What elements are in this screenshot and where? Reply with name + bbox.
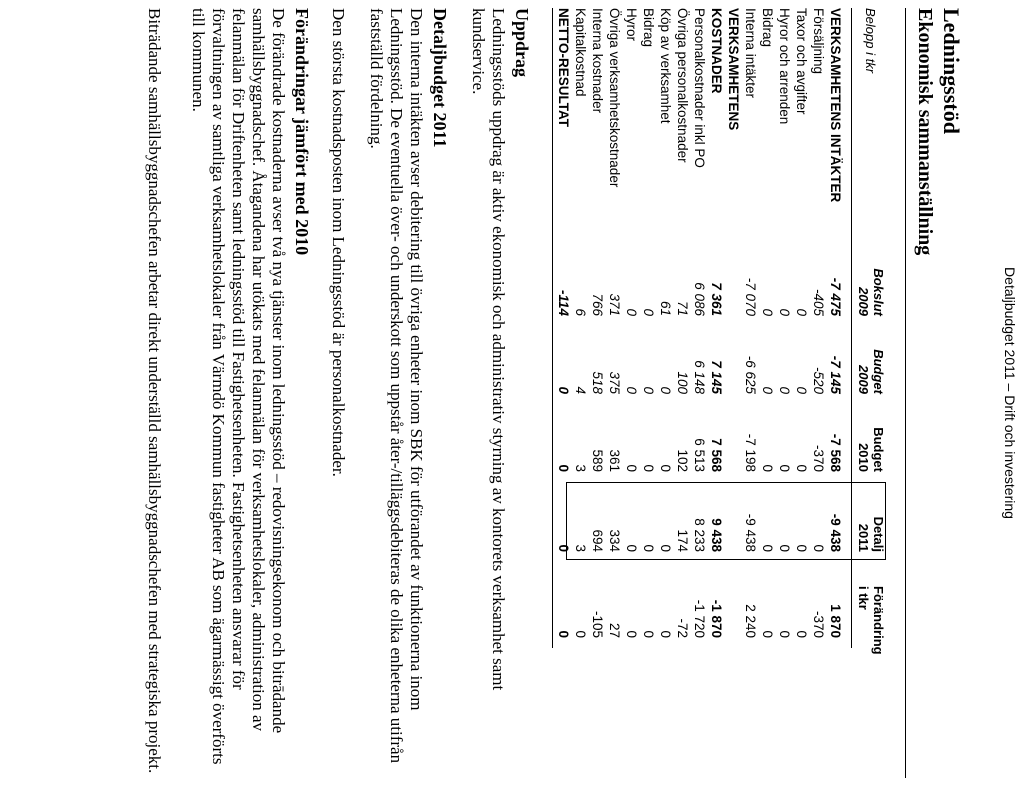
column-header-bokslut-2009: Bokslut 2009 (856, 268, 886, 316)
section-heading-uppdrag: Uppdrag (512, 8, 532, 78)
row-value: 0 (658, 544, 673, 552)
row-value: 0 (794, 464, 809, 472)
column-header-forandring: Förändring i tkr (856, 586, 886, 655)
row-value: 0 (794, 386, 809, 394)
table-row (810, 8, 827, 786)
row-value: 27 (607, 622, 622, 638)
row-value: 0 (811, 544, 826, 552)
row-value: 0 (760, 464, 775, 472)
table-header-rule (851, 8, 852, 648)
row-label: Hyror och arrenden (777, 8, 792, 125)
row-value: 6 086 (692, 282, 707, 316)
page-subtitle: Ekonomisk sammanställning (914, 8, 936, 256)
row-label: Försäljning (811, 8, 826, 75)
table-row (674, 8, 691, 786)
row-value: 0 (777, 464, 792, 472)
row-value: 0 (794, 544, 809, 552)
row-value: 0 (777, 544, 792, 552)
row-value: 0 (760, 544, 775, 552)
row-value: 361 (607, 449, 622, 472)
paragraph-detaljbudget-2: Den största kostnadsposten inom Ledningsstöd är personalkostnader. (329, 8, 348, 477)
row-value: 694 (590, 529, 605, 552)
row-value: -405 (811, 288, 826, 316)
row-value: -6 625 (743, 355, 758, 394)
table-row (759, 8, 776, 786)
row-value: 0 (658, 630, 673, 638)
row-value: 100 (675, 371, 690, 394)
table-row (708, 8, 725, 786)
row-value: -1 720 (692, 599, 707, 638)
row-value: 0 (760, 386, 775, 394)
row-value: 8 233 (692, 518, 707, 552)
section-heading-forandringar: Förändringar jämfört med 2010 (292, 8, 312, 256)
row-label: Övriga verksamhetskostnader (607, 8, 622, 188)
row-value: 0 (641, 464, 656, 472)
row-value: 334 (607, 529, 622, 552)
row-value: 0 (641, 308, 656, 316)
paragraph-forandringar-2: Biträdande samhällsbyggnadschefen arbetar direkt underställd samhällsbyggnadschefen med strategiska projekt. (145, 8, 164, 774)
row-value: 0 (760, 630, 775, 638)
table-row (827, 8, 844, 786)
row-value: -7 070 (743, 277, 758, 316)
table-row (691, 8, 708, 786)
table-row (555, 8, 572, 786)
row-value: 0 (760, 308, 775, 316)
row-value: 3 (573, 544, 588, 552)
row-value: 0 (641, 544, 656, 552)
row-label: Köp av verksamhet (658, 8, 673, 124)
row-value: -7 568 (828, 433, 843, 472)
row-value: 2 240 (743, 604, 758, 638)
row-label: Interna intäkter (743, 8, 758, 99)
row-label: Taxor och avgifter (794, 8, 809, 115)
column-header-detalj-2011: Detalj 2011 (856, 516, 886, 552)
table-row (657, 8, 674, 786)
row-value: 0 (641, 386, 656, 394)
row-value: 7 568 (709, 438, 724, 472)
row-value: 71 (675, 300, 690, 316)
paragraph-forandringar-1: De förändrade kostnaderna avser två nya tjänster inom ledningsstöd – redovisningsekonom och bitrādande samhällsbyggnadschef. Åtagandena har utökats med felanmälan för verksamhetslokaler, administration av felanmälan för Driftenheten samt ledningsstöd till Fastighetsenheten. Fastighetsenheten ansvarar för förvaltningen av samtliga verksamhetslokaler från Värmdö Kommun fastigheter AB som ägarmässigt överförts till kommunen. (189, 8, 288, 765)
row-label: Kapitalkostnad (573, 8, 588, 97)
row-label: VERKSAMHETENS INTÄKTER (828, 8, 843, 203)
row-value: 61 (658, 300, 673, 316)
column-header-budget-2010: Budget 2010 (856, 427, 886, 472)
running-header: Detaljbudget 2011 – Drift och investering (1002, 267, 1018, 519)
row-value: 4 (573, 386, 588, 394)
row-value: 766 (590, 293, 605, 316)
row-value: 0 (573, 630, 588, 638)
row-value: 0 (641, 630, 656, 638)
row-value: 0 (556, 630, 571, 638)
row-value: 0 (624, 544, 639, 552)
table-row (623, 8, 640, 786)
row-label: NETTO-RESULTAT (556, 8, 571, 127)
row-value: -9 438 (743, 513, 758, 552)
row-value: 6 (573, 308, 588, 316)
table-row (589, 8, 606, 786)
row-value: 0 (777, 308, 792, 316)
row-label: Bidrag (641, 8, 656, 48)
row-value: 0 (777, 630, 792, 638)
row-value: -7 198 (743, 433, 758, 472)
row-value: 0 (794, 630, 809, 638)
table-row (742, 8, 759, 786)
row-value: 3 (573, 464, 588, 472)
row-value: 7 361 (709, 282, 724, 316)
column-header-budget-2009: Budget 2009 (856, 349, 886, 394)
table-row (725, 8, 742, 786)
section-heading-detaljbudget: Detaljbudget 2011 (430, 8, 450, 148)
row-label: KOSTNADER (709, 8, 724, 94)
row-label: VERKSAMHETENS (726, 8, 741, 131)
title-rule (905, 8, 906, 778)
row-value: 0 (624, 308, 639, 316)
row-value: 0 (556, 544, 571, 552)
row-value: 0 (624, 464, 639, 472)
paragraph-uppdrag: Ledningsstöds uppdrag är aktiv ekonomisk och administrativ styrning av kontorets verksamhet samt kundservice. (469, 8, 508, 691)
table-row (793, 8, 810, 786)
row-value: 0 (624, 630, 639, 638)
row-value: 6 513 (692, 438, 707, 472)
row-value: 6 148 (692, 360, 707, 394)
row-value: 0 (794, 308, 809, 316)
table-row (606, 8, 623, 786)
row-label: Bidrag (760, 8, 775, 48)
paragraph-detaljbudget-1: Den interna intäkten avser debitering till övriga enheter inom SBK för utförandet av funktionerna inom Ledningsstöd. De eventuella över- och underskott som uppstår åter-/tilläggsdebiteras de olika enheterna utifrån fastställd fördelning. (367, 8, 426, 764)
row-label: Personalkostnader inkl PO (692, 8, 707, 168)
row-value: -114 (556, 289, 571, 316)
row-value: 0 (777, 386, 792, 394)
row-value: 0 (556, 386, 571, 394)
summary-table (546, 8, 886, 786)
row-label: Övriga personalkostnader (675, 8, 690, 163)
row-value: 0 (556, 464, 571, 472)
row-value: -72 (675, 618, 690, 638)
table-row (572, 8, 589, 786)
row-value: 375 (607, 371, 622, 394)
row-label: Hyror (624, 8, 639, 41)
page-title: Ledningsstöd (939, 8, 964, 134)
row-value: 589 (590, 449, 605, 472)
row-value: -520 (811, 366, 826, 394)
row-value: 0 (658, 464, 673, 472)
row-value: -7 475 (828, 277, 843, 316)
row-value: -370 (811, 610, 826, 638)
row-value: -9 438 (828, 513, 843, 552)
table-label-header: Belopp i tkr (863, 8, 878, 74)
row-value: -1 870 (709, 599, 724, 638)
table-bottom-rule (552, 8, 553, 648)
row-value: 174 (675, 529, 690, 552)
row-value: -370 (811, 444, 826, 472)
row-value: 518 (590, 371, 605, 394)
row-value: 1 870 (828, 604, 843, 638)
row-value: -7 145 (828, 355, 843, 394)
table-row (640, 8, 657, 786)
row-value: 371 (607, 293, 622, 316)
row-value: 0 (624, 386, 639, 394)
table-row (776, 8, 793, 786)
row-value: 0 (658, 386, 673, 394)
row-value: 102 (675, 449, 690, 472)
row-value: -105 (590, 610, 605, 638)
row-value: 9 438 (709, 518, 724, 552)
row-value: 7 145 (709, 360, 724, 394)
row-label: Interna kostnader (590, 8, 605, 114)
